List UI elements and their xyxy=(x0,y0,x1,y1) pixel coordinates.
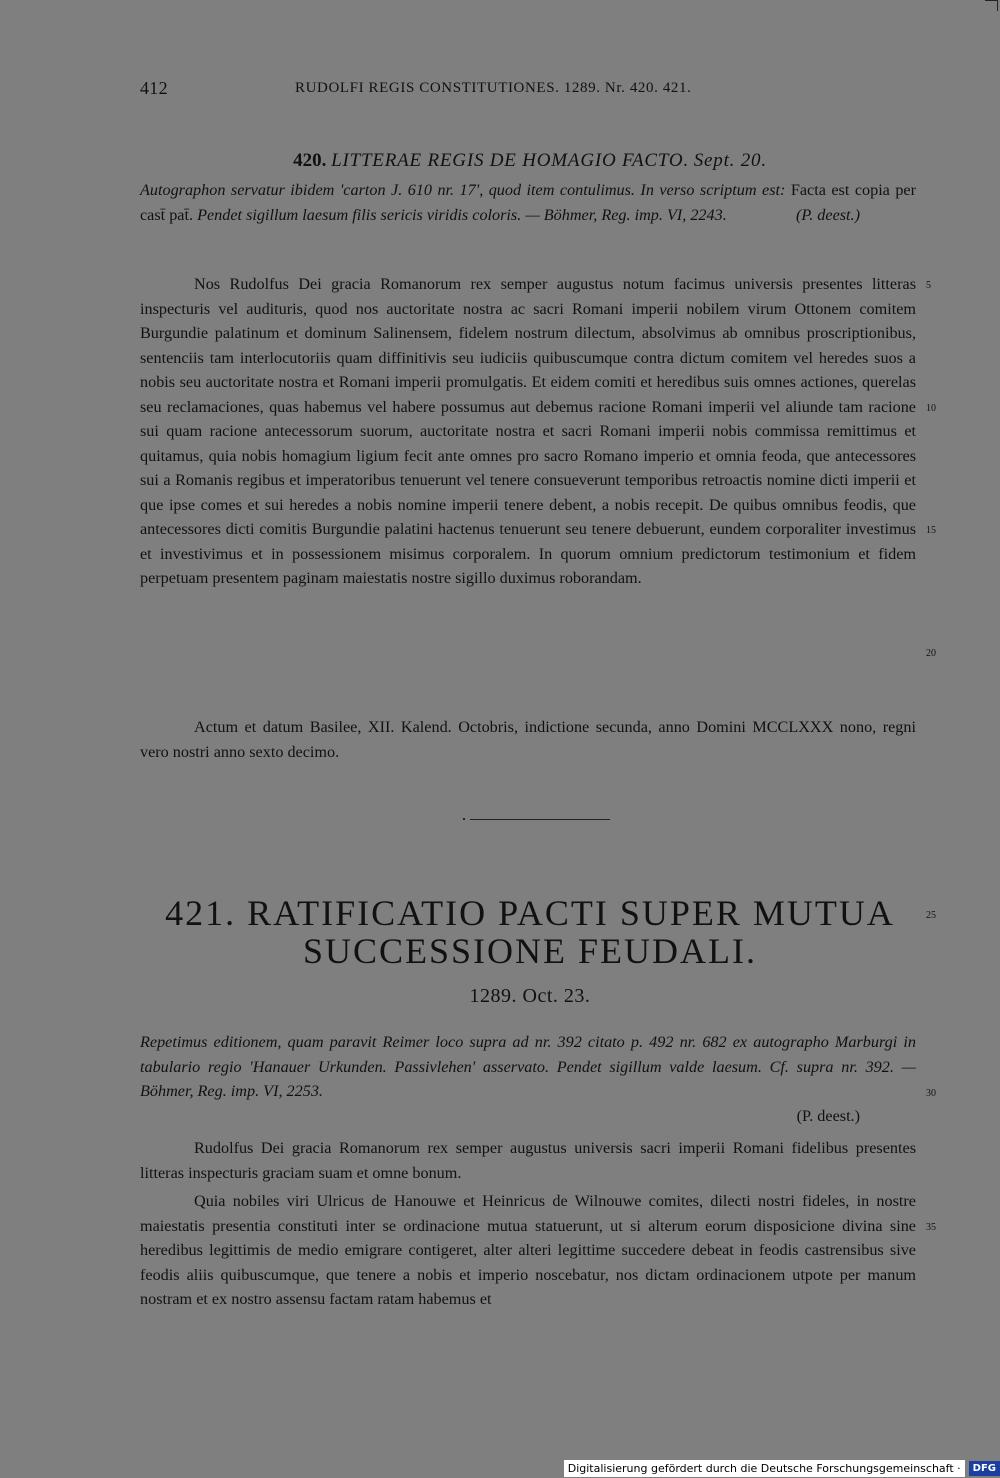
doc-421-editorial-note: Repetimus editionem, quam paravit Reimer loco supra ad nr. 392 citato p. 492 nr. 682 ex autographo Marburgi in tabulario regio 'Hanauer Urkunden. Passivlehen' asservato. Pendet sigillum valde laesum. Cf. supra nr. 392. — Böhmer, Reg. imp. VI, 2253. (P. deest.) xyxy=(140,1030,916,1128)
footer-credit: Digitalisierung gefördert durch die Deutsche Forschungsgemeinschaft · xyxy=(564,1460,965,1477)
doc-420-heading xyxy=(140,150,920,172)
doc-421-note-right: (P. deest.) xyxy=(796,1106,860,1125)
doc-420-title: LITTERAE REGIS DE HOMAGIO FACTO. xyxy=(331,150,689,171)
line-number: 25 xyxy=(926,910,936,921)
running-title: RUDOLFI REGIS CONSTITUTIONES. 1289. Nr. 420. 421. xyxy=(295,80,692,96)
running-header xyxy=(140,80,920,102)
doc-421-text-body: Quia nobiles viri Ulricus de Hanouwe et Heinricus de Wilnouwe comites, dilecti nostri fideles, in nostre maiestatis presentia constituti inter se ordinacione mutua statuerunt, ut si alterum eorum disposicione divina sine heredibus legittimis de medio emigrare contigeret, alter alteri legittime succedere debeat in feodis castrensibus sive feodis aliis quibuscumque, que tenere a nobis et imperio noscebatur, nos dictam ordinacionem utpote per manum nostram et ex nostro assensu factam ratam habemus et xyxy=(140,1192,916,1308)
doc-421-date: 1289. Oct. 23. xyxy=(469,985,591,1007)
line-number: 35 xyxy=(926,1222,936,1233)
line-number: 20 xyxy=(926,648,936,659)
page-number: 412 xyxy=(140,78,168,98)
doc-420-date: Sept. 20. xyxy=(693,150,767,171)
doc-420-text-body: Nos Rudolfus Dei gracia Romanorum rex semper augustus notum facimus universis presentes litteras inspecturis vel audituris, quod nos auctoritate nostra ac sacri Romani imperii nobilem virum Ottonem comitem Burgundie palatinum et dominum Salinensem, fidelem nostrum dilectum, absolvimus ab omnibus proscriptionibus, sentenciis tam interlocutoriis quam diffinitivis seu iudiciis quibuscumque contra dictum comitem vel heredes suos a nobis seu auctoritate nostra et Romani imperii promulgatis. Et eidem comiti et heredibus suis omnes actiones, querelas seu reclamaciones, quas habemus vel habere possumus aut debemus racione Romani imperii vel aliunde tam racione sui quam racione antecessorum suorum, auctoritate nostra et sacri Romani imperii nobis commissa remittimus et quitamus, quia nobis homagium ligium fecit ante omnes pro sacro Romano imperio et omnia feoda, que antecessores sui a Romanis regibus et imperatoribus tenuerunt vel tenere consueverunt temporibus retroactis nomine dicti imperii et que ipse comes et sui heredes a nobis nomine imperii tenere debent, a nobis recepit. De quibus omnibus feodis, que antecessores dicti comitis Burgundie palatini hactenus tenuerunt seu tenere debuerunt, eundem corporaliter investimus et investivimus et in possessionem misimus corporalem. In quorum omnium predictorum testimonium et fidem perpetuam presentem paginam maiestatis nostre sigillo duximus roborandam. xyxy=(140,275,916,587)
line-number: 10 xyxy=(926,403,936,414)
doc-420-dating-clause: Actum et datum Basilee, XII. Kalend. Octobris, indictione secunda, anno Domini MCCLXXX nono, regni vero nostri anno sexto decimo. xyxy=(140,718,916,761)
digitization-footer xyxy=(564,1458,1000,1478)
doc-420-number: 420. xyxy=(293,150,327,171)
line-number: 15 xyxy=(926,525,936,536)
doc-421-salutation: Rudolfus Dei gracia Romanorum rex semper augustus universis sacri imperii Romani fidelibus presentes litteras inspecturis graciam suam et omne bonum. xyxy=(140,1139,916,1182)
separator-dot xyxy=(463,818,465,820)
section-separator xyxy=(470,819,610,820)
line-number: 30 xyxy=(926,1088,936,1099)
doc-420-note-right: (P. deest.) xyxy=(796,205,860,224)
doc-421-title: 421. RATIFICATIO PACTI SUPER MUTUA SUCCESSIONE FEUDALI. xyxy=(165,893,895,971)
crop-mark xyxy=(985,0,998,11)
dfg-logo: DFG xyxy=(969,1461,1000,1476)
line-number: 5 xyxy=(926,280,931,291)
doc-420-editorial-note: Autographon servatur ibidem 'carton J. 610 nr. 17', quod item contulimus. In verso scriptum est: Facta est copia per cast̄ pat̄. Pendet sigillum laesum filis sericis viridis coloris. — Böhmer, Reg. imp. VI, 2243. (P. deest.) xyxy=(140,178,916,227)
